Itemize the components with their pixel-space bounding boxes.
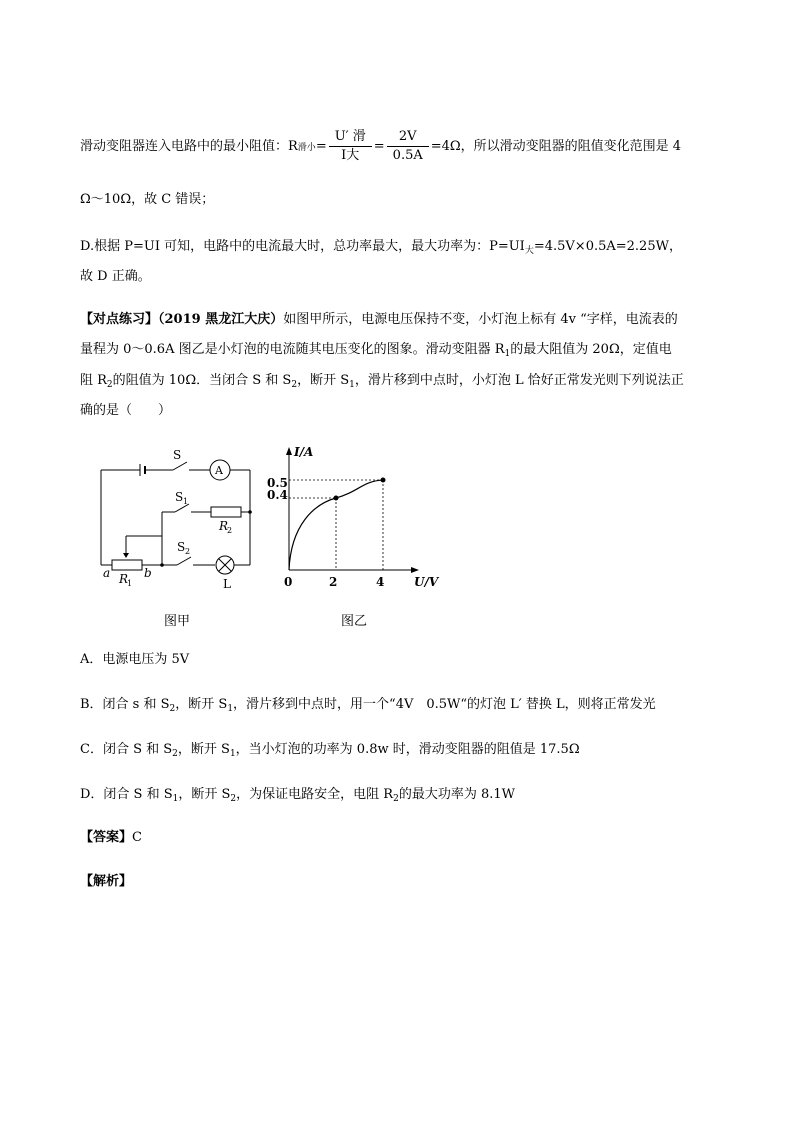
option-c: [80, 741, 580, 763]
analysis-line: [80, 873, 132, 891]
option-text: B．闭合 s 和 S: [80, 697, 170, 712]
rheostat-r1-label: R: [119, 572, 129, 586]
subscript: 1: [229, 749, 236, 759]
text-max-power: D.根据 P=UI 可知，电路中的电流最大时，总功率最大，最大功率为：P=UI: [80, 239, 525, 254]
fraction-numerator: 2V: [387, 128, 429, 147]
circuit-diagram: [95, 445, 260, 590]
resistor-r2-subscript: 2: [227, 526, 233, 535]
analysis-tag: 【解析】: [80, 874, 133, 889]
rheostat-r1-subscript: 1: [127, 579, 133, 588]
subscript: 1: [349, 380, 355, 390]
subscript: 2: [291, 380, 298, 390]
ammeter-label: A: [215, 464, 223, 477]
question-text: 如图甲所示，电源电压保持不变，小灯泡上标有 4v “字样，电流表的: [283, 312, 678, 327]
data-point: [381, 478, 386, 483]
y-axis-arrow-icon: [286, 447, 292, 455]
subscript: 1: [504, 349, 511, 359]
question-text: 阻 R: [80, 373, 107, 388]
question-line-4: 确的是（ ）: [80, 403, 172, 418]
subscript: 1: [172, 794, 179, 804]
text-range: =4Ω，所以滑动变阻器的阻值变化范围是 4: [430, 139, 682, 154]
y-axis-label: I/A: [294, 445, 314, 459]
data-point: [334, 496, 339, 501]
option-text: ，断开 S: [178, 787, 231, 802]
subscript: 2: [230, 794, 237, 804]
subscript: 1: [227, 704, 234, 714]
fraction-denominator: I大: [341, 148, 360, 163]
question-source: （2019 黑龙江大庆）: [158, 312, 284, 327]
option-a: A．电源电压为 5V: [80, 652, 190, 667]
iu-graph: [262, 440, 439, 590]
x-tick-label-0: 0: [284, 575, 293, 589]
x-tick-label-4: 4: [376, 575, 385, 589]
option-text: C．闭合 S 和 S: [80, 742, 173, 757]
lamp-l-label: L: [223, 577, 231, 591]
solution-line-3: [80, 238, 682, 260]
solution-line-4: 故 D 正确。: [80, 269, 151, 284]
question-text: 的阻值为 10Ω．当闭合 S 和 S: [112, 373, 292, 388]
solution-line-1: [80, 128, 681, 165]
switch-s2-label: S: [177, 540, 186, 554]
question-line-2: [80, 341, 672, 363]
answer-tag: 【答案】: [80, 830, 133, 845]
fraction-2v-over-05a: [387, 128, 429, 165]
question-line-1: [80, 311, 678, 329]
answer-value: C: [132, 830, 142, 845]
y-tick-label-05: 0.5: [267, 476, 288, 490]
option-text: ，滑片移到中点时，用一个“4V 0.5W“的灯泡 L′ 替换 L，则将正常发光: [233, 697, 656, 712]
switch-s2-subscript: 2: [185, 547, 191, 556]
solution-line-2: Ω～10Ω，故 C 错误；: [80, 192, 215, 207]
equals-sign: =: [373, 139, 385, 154]
option-text: ，当小灯泡的功率为 0.8w 时，滑动变阻器的阻值是 17.5Ω: [235, 742, 580, 757]
resistor-r2-label: R: [219, 519, 229, 533]
text-min-resistance: 滑动变阻器连入电路中的最小阻值：R: [80, 139, 298, 154]
option-text: ，为保证电路安全，电阻 R: [236, 787, 394, 802]
switch-s1-subscript: 1: [183, 497, 189, 506]
question-text: ，滑片移到中点时，小灯泡 L 恰好正常发光则下列说法正: [354, 373, 684, 388]
subscript-da: 大: [524, 246, 534, 256]
subscript-r: 滑小: [297, 143, 316, 153]
option-text: ，断开 S: [175, 697, 228, 712]
switch-s1-label: S: [175, 490, 184, 504]
option-text: D．闭合 S 和 S: [80, 787, 173, 802]
subscript: 2: [172, 749, 178, 759]
slider-arrow-icon: [123, 553, 129, 558]
iu-curve: [289, 480, 383, 570]
fraction-numerator: U′ 滑: [329, 128, 372, 147]
question-text: ，断开 S: [297, 373, 350, 388]
question-text: 的最大阻值为 20Ω，定值电: [510, 342, 672, 357]
subscript: 2: [106, 380, 113, 390]
caption-yi: 图乙: [341, 614, 368, 629]
rheostat-end-a-label: a: [103, 566, 111, 580]
x-tick-label-2: 2: [329, 575, 338, 589]
caption-jia: 图甲: [164, 614, 191, 629]
subscript: 2: [393, 794, 399, 804]
question-line-3: [80, 372, 684, 394]
x-axis-arrow-icon: [411, 567, 419, 573]
equals-sign: =: [315, 139, 327, 154]
fraction-u-over-i: [329, 128, 372, 165]
answer-line: [80, 829, 142, 847]
fraction-denominator: 0.5A: [392, 148, 423, 163]
y-tick-label-04: 0.4: [267, 488, 288, 502]
x-axis-label: U/V: [414, 575, 439, 589]
option-b: [80, 696, 656, 718]
switch-s-label: S: [173, 448, 182, 462]
option-d: [80, 786, 515, 808]
rheostat-end-b-label: b: [144, 566, 152, 580]
practice-tag: 【对点练习】: [80, 312, 159, 327]
text-max-power-value: =4.5V×0.5A=2.25W，: [533, 239, 682, 254]
question-text: 量程为 0～0.6A 图乙是小灯泡的电流随其电压变化的图象。滑动变阻器 R: [80, 342, 505, 357]
option-text: ，断开 S: [177, 742, 230, 757]
subscript: 2: [169, 704, 176, 714]
option-text: 的最大功率为 8.1W: [398, 787, 515, 802]
